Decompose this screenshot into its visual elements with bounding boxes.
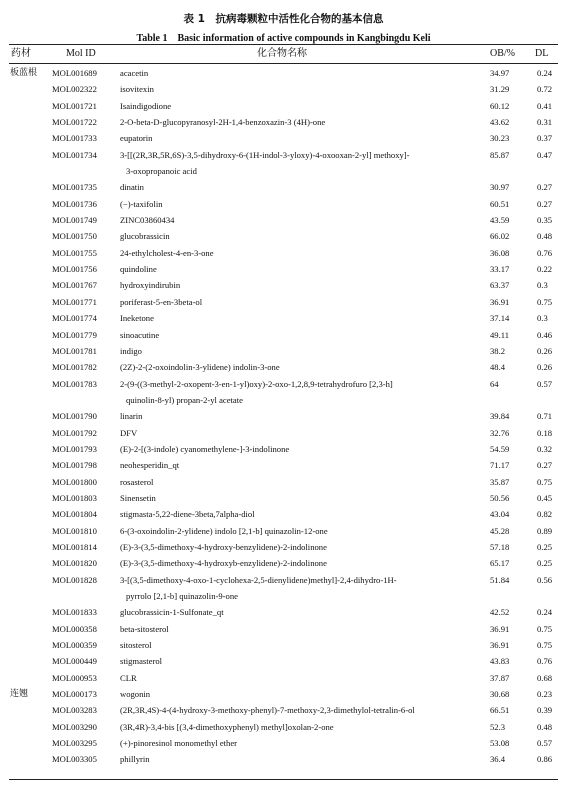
compound-name-cell <box>120 116 500 128</box>
compound-name-cell <box>120 427 500 439</box>
compound-name-line: poriferast-5-en-3beta-ol <box>120 296 203 307</box>
compound-name-cell <box>120 443 500 455</box>
table-row <box>0 505 567 521</box>
ob-cell: 37.87 <box>490 672 510 683</box>
table-caption-en: Table 1 Basic information of active compounds in Kangbingdu Keli <box>136 33 431 44</box>
table-row <box>0 64 567 80</box>
table-row <box>0 260 567 276</box>
mol-id-cell: MOL001750 <box>52 231 97 242</box>
dl-cell: 0.25 <box>537 558 553 569</box>
dl-cell: 0.35 <box>537 215 553 226</box>
dl-cell: 0.76 <box>537 247 553 258</box>
compound-name-line: Sinensetin <box>120 492 156 503</box>
dl-cell: 0.23 <box>537 689 553 700</box>
compound-name-line: (−)-taxifolin <box>120 198 163 209</box>
compound-name-line: stigmasta-5,22-diene-3beta,7alpha-diol <box>120 509 255 520</box>
ob-cell: 36.91 <box>490 296 510 307</box>
ob-cell: 35.87 <box>490 476 510 487</box>
compound-name-line: acacetin <box>120 68 149 78</box>
compound-name-line: (E)-3-(3,5-dimethoxy-4-hydroxyb-enzylidene)-2-indolinone <box>120 558 327 569</box>
table-row <box>0 669 567 685</box>
dl-cell: 0.89 <box>537 525 553 536</box>
mol-id-cell: MOL001833 <box>52 607 97 618</box>
table-row <box>0 178 567 194</box>
ob-cell: 48.4 <box>490 362 506 373</box>
table-row <box>0 440 567 456</box>
compound-name-line: Isaindigodione <box>120 100 172 111</box>
compound-name-cell <box>120 704 500 716</box>
dl-cell: 0.71 <box>537 411 553 422</box>
header-herb: 药材 <box>11 48 31 59</box>
ob-cell: 36.91 <box>490 640 510 651</box>
ob-cell: 33.17 <box>490 264 510 275</box>
ob-cell: 71.17 <box>490 460 510 471</box>
compound-name-line: 3-oxopropanoic acid <box>126 165 197 176</box>
ob-cell: 30.68 <box>490 689 510 700</box>
compound-name-cell <box>120 296 500 308</box>
compound-name-line: rosasterol <box>120 476 154 487</box>
table-row <box>0 456 567 472</box>
compound-name-line: hydroxyindirubin <box>120 280 181 291</box>
mol-id-cell: MOL001783 <box>52 378 97 389</box>
compound-name-line: dinatin <box>120 182 144 193</box>
table-row <box>0 375 567 408</box>
compound-name-cell <box>120 639 500 651</box>
compound-name-cell <box>120 655 500 667</box>
compound-name-cell <box>120 672 500 684</box>
compound-name-line: CLR <box>120 672 137 683</box>
compound-name-cell <box>120 492 500 504</box>
mol-id-cell: MOL003290 <box>52 721 97 732</box>
compound-name-line: pyrrolo [2,1-b] quinazolin-9-one <box>126 590 238 601</box>
dl-cell: 0.82 <box>537 509 553 520</box>
ob-cell: 30.23 <box>490 133 510 144</box>
ob-cell: 30.97 <box>490 182 510 193</box>
compound-name-line: isovitexin <box>120 84 154 95</box>
compound-name-cell <box>120 345 500 357</box>
compound-name-cell <box>120 459 500 471</box>
compound-name-cell <box>120 525 500 537</box>
dl-cell: 0.57 <box>537 378 553 389</box>
table-row <box>0 407 567 423</box>
dl-cell: 0.76 <box>537 656 553 667</box>
table-row <box>0 342 567 358</box>
compound-name-line: 3-[[(2R,3R,5R,6S)-3,5-dihydroxy-6-(1H-indol-3-yloxy)-4-oxooxan-2-yl] methoxy]- <box>120 149 410 160</box>
compound-name-line: phillyrin <box>120 754 150 765</box>
compound-name-line: (E)-3-(3,5-dimethoxy-4-hydroxy-benzylidene)-2-indolinone <box>120 541 327 552</box>
dl-cell: 0.22 <box>537 264 553 275</box>
compound-name-line: 24-ethylcholest-4-en-3-one <box>120 247 214 258</box>
compound-name-cell <box>120 753 500 765</box>
table-row <box>0 113 567 129</box>
table-row <box>0 227 567 243</box>
compound-name-cell <box>120 557 500 569</box>
compound-name-line: DFV <box>120 427 138 438</box>
compound-name-cell <box>120 181 500 193</box>
mol-id-cell: MOL001689 <box>52 68 97 78</box>
table-row <box>0 538 567 554</box>
mol-id-cell: MOL001767 <box>52 280 97 291</box>
table-row <box>0 571 567 604</box>
compound-name-cell <box>120 312 500 324</box>
herb-cell: 连翘 <box>10 689 29 700</box>
compound-name-cell <box>120 230 500 242</box>
dl-cell: 0.27 <box>537 460 553 471</box>
compound-name-line: (2R,3R,4S)-4-(4-hydroxy-3-methoxy-phenyl)-7-methoxy-2,3-dimethylol-tetralin-6-ol <box>120 705 415 716</box>
mol-id-cell: MOL001793 <box>52 443 97 454</box>
dl-cell: 0.39 <box>537 705 553 716</box>
mol-id-cell: MOL001803 <box>52 492 97 503</box>
ob-cell: 85.87 <box>490 149 510 160</box>
compound-name-cell <box>120 410 500 422</box>
table-top-rule <box>9 44 558 45</box>
ob-cell: 38.2 <box>490 345 506 356</box>
dl-cell: 0.48 <box>537 721 553 732</box>
compound-name-cell <box>120 214 500 226</box>
herb-cell: 板蓝根 <box>10 68 38 78</box>
dl-cell: 0.27 <box>537 198 553 209</box>
table-row <box>0 211 567 227</box>
table-row <box>0 326 567 342</box>
compound-name-cell <box>120 100 500 112</box>
header-compound-name: 化合物名称 <box>257 48 307 59</box>
dl-cell: 0.3 <box>537 280 548 291</box>
header-mol-id: Mol ID <box>66 48 96 59</box>
mol-id-cell: MOL001814 <box>52 541 97 552</box>
dl-cell: 0.46 <box>537 329 553 340</box>
compound-name-cell <box>120 574 500 602</box>
dl-cell: 0.37 <box>537 133 553 144</box>
table-row <box>0 97 567 113</box>
compound-name-line: quinolin-8-yl) propan-2-yl acetate <box>126 394 243 405</box>
ob-cell: 34.97 <box>490 68 510 78</box>
compound-name-line: 2-(9-((3-methyl-2-oxopent-3-en-1-yl)oxy)-2-oxo-1,2,8,9-tetrahydrofuro [2,3-h] <box>120 378 393 389</box>
mol-id-cell: MOL003295 <box>52 738 97 749</box>
mol-id-cell: MOL000449 <box>52 656 97 667</box>
ob-cell: 43.83 <box>490 656 510 667</box>
table-row <box>0 293 567 309</box>
compound-name-cell <box>120 737 500 749</box>
table-row <box>0 146 567 179</box>
ob-cell: 36.91 <box>490 623 510 634</box>
compound-name-line: (3R,4R)-3,4-bis [(3,4-dimethoxyphenyl) methyl]oxolan-2-one <box>120 721 334 732</box>
mol-id-cell: MOL000358 <box>52 623 97 634</box>
mol-id-cell: MOL000359 <box>52 640 97 651</box>
dl-cell: 0.32 <box>537 443 553 454</box>
mol-id-cell: MOL001828 <box>52 574 97 585</box>
dl-cell: 0.57 <box>537 738 553 749</box>
ob-cell: 66.02 <box>490 231 510 242</box>
dl-cell: 0.86 <box>537 754 553 765</box>
ob-cell: 54.59 <box>490 443 510 454</box>
ob-cell: 65.17 <box>490 558 510 569</box>
table-body <box>0 64 567 767</box>
table-row <box>0 358 567 374</box>
dl-cell: 0.75 <box>537 296 553 307</box>
compound-name-cell <box>120 378 500 406</box>
table-row <box>0 80 567 96</box>
ob-cell: 52.3 <box>490 721 506 732</box>
dl-cell: 0.31 <box>537 117 553 128</box>
table-row <box>0 276 567 292</box>
compound-name-cell <box>120 606 500 618</box>
mol-id-cell: MOL000953 <box>52 672 97 683</box>
mol-id-cell: MOL003305 <box>52 754 97 765</box>
dl-cell: 0.27 <box>537 182 553 193</box>
compound-name-line: ZINC03860434 <box>120 215 175 226</box>
compound-name-cell <box>120 721 500 733</box>
compound-name-cell <box>120 263 500 275</box>
ob-cell: 64 <box>490 378 499 389</box>
table-row <box>0 309 567 325</box>
table-row <box>0 718 567 734</box>
mol-id-cell: MOL001755 <box>52 247 97 258</box>
ob-cell: 66.51 <box>490 705 510 716</box>
mol-id-cell: MOL001792 <box>52 427 97 438</box>
ob-cell: 49.11 <box>490 329 510 340</box>
compound-name-line: beta-sitosterol <box>120 623 169 634</box>
compound-name-line: quindoline <box>120 264 157 275</box>
ob-cell: 42.52 <box>490 607 510 618</box>
compound-name-line: sitosterol <box>120 640 152 651</box>
table-row <box>0 636 567 652</box>
compound-name-cell <box>120 688 500 700</box>
compound-name-line: 6-(3-oxoindolin-2-ylidene) indolo [2,1-b] quinazolin-12-one <box>120 525 328 536</box>
ob-cell: 63.37 <box>490 280 510 291</box>
mol-id-cell: MOL001736 <box>52 198 97 209</box>
compound-name-cell <box>120 361 500 373</box>
ob-cell: 32.76 <box>490 427 510 438</box>
mol-id-cell: MOL001721 <box>52 100 97 111</box>
table-row <box>0 603 567 619</box>
header-dl: DL <box>535 48 549 59</box>
table-row <box>0 701 567 717</box>
dl-cell: 0.47 <box>537 149 553 160</box>
compound-name-cell <box>120 67 500 79</box>
compound-name-cell <box>120 329 500 341</box>
compound-name-cell <box>120 198 500 210</box>
ob-cell: 60.51 <box>490 198 510 209</box>
mol-id-cell: MOL001810 <box>52 525 97 536</box>
mol-id-cell: MOL003283 <box>52 705 97 716</box>
mol-id-cell: MOL002322 <box>52 84 97 95</box>
compound-name-line: linarin <box>120 411 143 422</box>
compound-name-line: 3-[(3,5-dimethoxy-4-oxo-1-cyclohexa-2,5-dienylidene)methyl]-2,4-dihydro-1H- <box>120 574 397 585</box>
ob-cell: 37.14 <box>490 313 510 324</box>
table-row <box>0 489 567 505</box>
mol-id-cell: MOL001790 <box>52 411 97 422</box>
ob-cell: 53.08 <box>490 738 510 749</box>
compound-name-line: (+)-pinoresinol monomethyl ether <box>120 738 238 749</box>
ob-cell: 60.12 <box>490 100 510 111</box>
ob-cell: 43.04 <box>490 509 510 520</box>
ob-cell: 36.4 <box>490 754 506 765</box>
table-row <box>0 734 567 750</box>
dl-cell: 0.24 <box>537 607 553 618</box>
mol-id-cell: MOL001781 <box>52 345 97 356</box>
table-row <box>0 652 567 668</box>
ob-cell: 31.29 <box>490 84 510 95</box>
compound-name-line: stigmasterol <box>120 656 163 667</box>
compound-name-cell <box>120 247 500 259</box>
dl-cell: 0.26 <box>537 345 553 356</box>
dl-cell: 0.75 <box>537 623 553 634</box>
mol-id-cell: MOL001749 <box>52 215 97 226</box>
compound-name-cell <box>120 132 500 144</box>
table-row <box>0 473 567 489</box>
compound-name-line: sinoacutine <box>120 329 160 340</box>
compound-name-cell <box>120 83 500 95</box>
compound-name-cell <box>120 623 500 635</box>
ob-cell: 39.84 <box>490 411 510 422</box>
ob-cell: 43.62 <box>490 117 510 128</box>
compound-name-cell <box>120 508 500 520</box>
mol-id-cell: MOL001804 <box>52 509 97 520</box>
dl-cell: 0.75 <box>537 640 553 651</box>
dl-cell: 0.18 <box>537 427 553 438</box>
mol-id-cell: MOL001782 <box>52 362 97 373</box>
dl-cell: 0.41 <box>537 100 553 111</box>
ob-cell: 51.84 <box>490 574 510 585</box>
dl-cell: 0.26 <box>537 362 553 373</box>
mol-id-cell: MOL000173 <box>52 689 97 700</box>
header-ob: OB/% <box>490 48 515 59</box>
compound-name-line: wogonin <box>120 689 151 700</box>
dl-cell: 0.48 <box>537 231 553 242</box>
dl-cell: 0.68 <box>537 672 553 683</box>
dl-cell: 0.3 <box>537 313 548 324</box>
table-row <box>0 522 567 538</box>
mol-id-cell: MOL001798 <box>52 460 97 471</box>
mol-id-cell: MOL001733 <box>52 133 97 144</box>
table-row <box>0 750 567 766</box>
mol-id-cell: MOL001734 <box>52 149 97 160</box>
compound-name-line: neohesperidin_qt <box>120 460 180 471</box>
ob-cell: 57.18 <box>490 541 510 552</box>
compound-name-cell <box>120 476 500 488</box>
mol-id-cell: MOL001756 <box>52 264 97 275</box>
table-row <box>0 424 567 440</box>
table-row <box>0 129 567 145</box>
dl-cell: 0.56 <box>537 574 553 585</box>
compound-name-line: glucobrassicin <box>120 231 170 242</box>
dl-cell: 0.24 <box>537 68 553 78</box>
table-row <box>0 195 567 211</box>
table-row <box>0 620 567 636</box>
table-row <box>0 554 567 570</box>
compound-name-cell <box>120 149 500 177</box>
ob-cell: 43.59 <box>490 215 510 226</box>
dl-cell: 0.75 <box>537 476 553 487</box>
compound-name-line: indigo <box>120 345 142 356</box>
compound-name-line: glucobrassicin-1-Sulfonate_qt <box>120 607 224 618</box>
ob-cell: 45.28 <box>490 525 510 536</box>
compound-name-line: 2-O-beta-D-glucopyranosyl-2H-1,4-benzoxazin-3 (4H)-one <box>120 117 326 128</box>
mol-id-cell: MOL001820 <box>52 558 97 569</box>
compound-name-cell <box>120 541 500 553</box>
compound-name-line: eupatorin <box>120 133 153 144</box>
compound-name-line: Ineketone <box>120 313 154 324</box>
mol-id-cell: MOL001722 <box>52 117 97 128</box>
dl-cell: 0.45 <box>537 492 553 503</box>
compound-name-line: (E)-2-[(3-indole) cyanomethylene-]-3-indolinone <box>120 443 290 454</box>
mol-id-cell: MOL001774 <box>52 313 97 324</box>
mol-id-cell: MOL001800 <box>52 476 97 487</box>
table-row <box>0 685 567 701</box>
compound-name-cell <box>120 279 500 291</box>
table-row <box>0 244 567 260</box>
mol-id-cell: MOL001779 <box>52 329 97 340</box>
mol-id-cell: MOL001735 <box>52 182 97 193</box>
mol-id-cell: MOL001771 <box>52 296 97 307</box>
dl-cell: 0.72 <box>537 84 553 95</box>
table-bottom-rule <box>9 779 558 780</box>
compound-name-line: (2Z)-2-(2-oxoindolin-3-ylidene) indolin-3-one <box>120 362 280 373</box>
ob-cell: 50.56 <box>490 492 510 503</box>
table-caption-cn: 表 1 抗病毒颗粒中活性化合物的基本信息 <box>183 13 384 25</box>
ob-cell: 36.08 <box>490 247 510 258</box>
dl-cell: 0.25 <box>537 541 553 552</box>
